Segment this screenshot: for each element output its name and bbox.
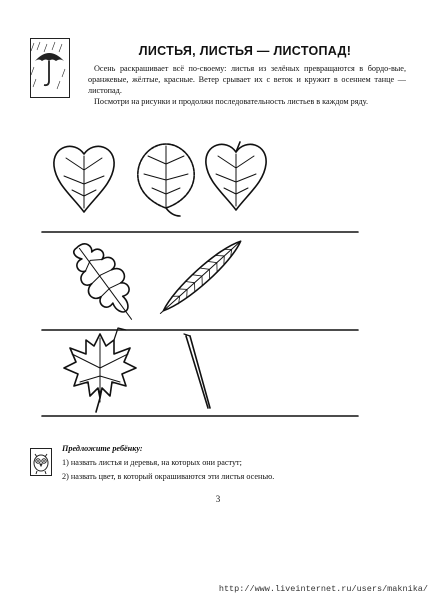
leaf-row-3 — [64, 328, 210, 412]
owl-icon — [30, 448, 52, 476]
watermark-url[interactable]: http://www.liveinternet.ru/users/maknika/ — [218, 584, 428, 594]
umbrella-rain-icon-graphic — [31, 39, 68, 96]
pine-needle-icon — [184, 334, 210, 408]
suggestions-title: Предложите ребёнку: — [62, 444, 143, 453]
intro-text — [88, 63, 406, 107]
maple-leaf-icon — [64, 328, 136, 412]
umbrella-rain-icon — [30, 38, 70, 98]
leaf-row-2 — [63, 234, 246, 331]
oak-leaf-icon — [63, 234, 148, 331]
leaf-row-1 — [54, 142, 266, 216]
page-title: ЛИСТЬЯ, ЛИСТЬЯ — ЛИСТОПАД! — [138, 44, 352, 58]
suggestion-item-2: 2) назвать цвет, в который окрашиваются эти листья осенью. — [62, 472, 275, 481]
intro-paragraph-2: Посмотри на рисунки и продолжи последовательность листьев в каждом ряду. — [94, 97, 369, 106]
aspen-leaf-icon — [138, 144, 194, 216]
owl-icon-graphic — [31, 449, 51, 475]
willow-leaf-icon — [155, 236, 245, 319]
linden-leaf-icon — [54, 146, 114, 212]
page-number: 3 — [215, 494, 221, 504]
leaf-rows — [0, 120, 436, 420]
suggestion-item-1: 1) назвать листья и деревья, на которых они растут; — [62, 458, 242, 467]
intro-paragraph-1: Осень раскрашивает всё по-своему: листья из зелёных превращаются в бордо-вые, оранжевые, жёлтые, красные. Ветер срывает их с веток и кружит в осеннем танце — листопад. — [88, 64, 406, 95]
suggestions-list — [62, 456, 402, 484]
linden-leaf-icon — [206, 142, 266, 210]
